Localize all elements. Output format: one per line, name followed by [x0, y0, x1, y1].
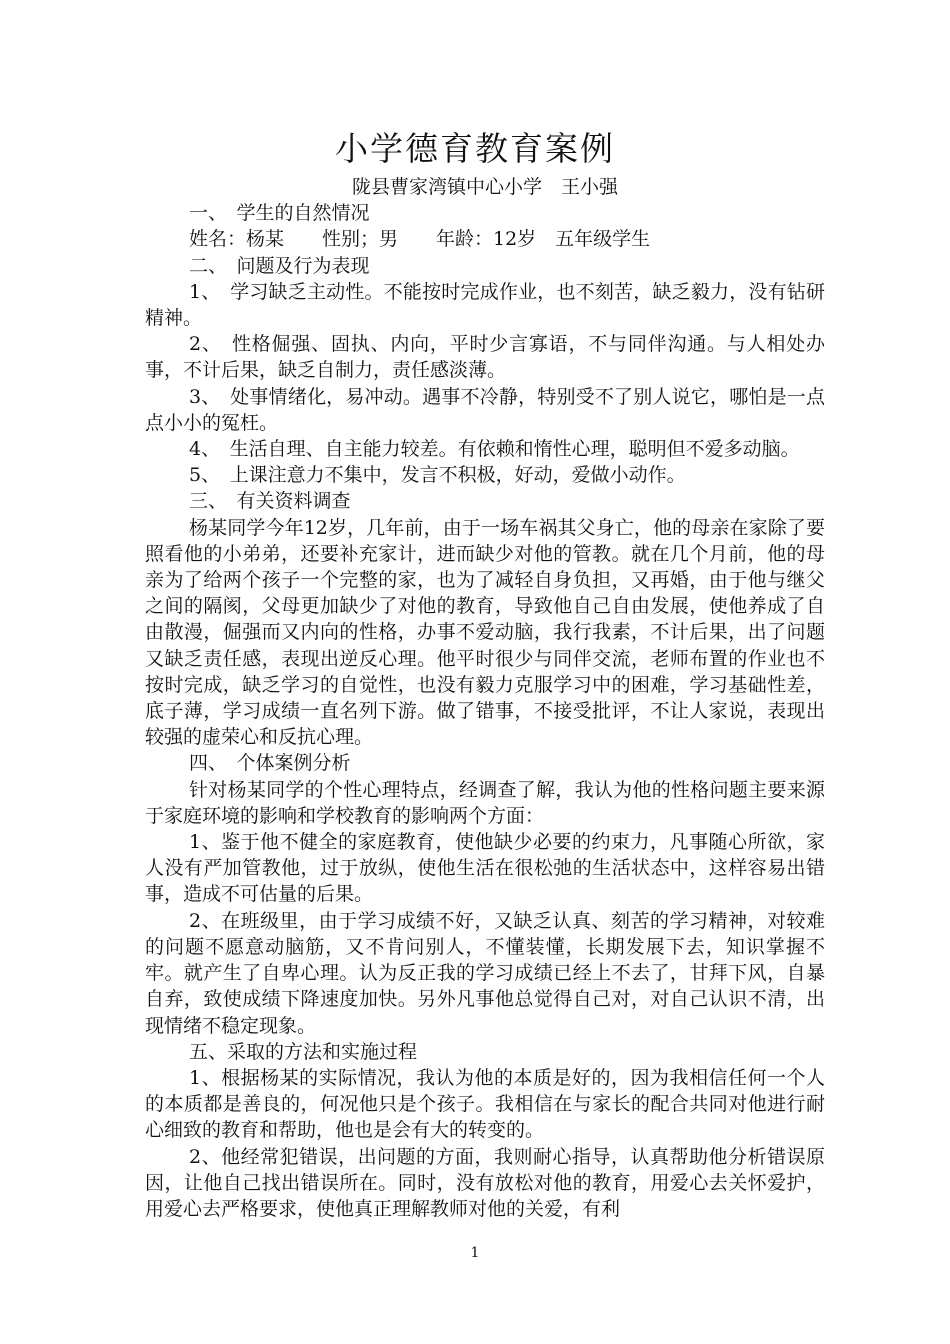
section-heading: 三、 有关资料调查 — [189, 490, 351, 513]
list-item: 5、 上课注意力不集中，发言不积极，好动，爱做小动作。 — [189, 464, 686, 487]
author-line: 陇县曹家湾镇中心小学 王小强 — [351, 176, 618, 198]
body-paragraph: 2、在班级里，由于学习成绩不好，又缺乏认真、刻苦的学习精神，对较难的问题不愿意动脑筋，又不肯问别人，不懂装懂，长期发展下去，知识掌握不牢。就产生了自卑心理。认为反正我的学习成绩已经上不去了，甘拜下风，自暴自弃，致使成绩下降速度加快。另外凡事他总觉得自己对，对自己认识不清，出现情绪不稳定现象。 — [145, 909, 825, 1037]
document-title: 小学德育教育案例 — [335, 129, 615, 168]
section-heading: 一、 学生的自然情况 — [189, 202, 370, 225]
list-item: 4、 生活自理、自主能力较差。有依赖和惰性心理，聪明但不爱多动脑。 — [189, 438, 800, 461]
student-info: 姓名：杨某 性别；男 年龄：12岁 五年级学生 — [189, 228, 651, 251]
body-paragraph: 杨某同学今年12岁，几年前，由于一场车祸其父身亡，他的母亲在家除了要照看他的小弟弟，还要补充家计，进而缺少对他的管教。就在几个月前，他的母亲为了给两个孩子一个完整的家，也为了减轻自身负担，又再婚，由于他与继父之间的隔阂，父母更加缺少了对他的教育，导致他自己自由发展，使他养成了自由散漫，倔强而又内向的性格，办事不爱动脑，我行我素，不计后果，出了问题又缺乏责任感，表现出逆反心理。他平时很少与同伴交流，老师布置的作业也不按时完成，缺乏学习的自觉性，也没有毅力克服学习中的困难，学习基础性差，底子薄，学习成绩一直名列下游。做了错事，不接受批评，不让人家说，表现出较强的虚荣心和反抗心理。 — [145, 516, 825, 749]
section-heading: 四、 个体案例分析 — [189, 752, 351, 775]
body-paragraph: 针对杨某同学的个性心理特点，经调查了解，我认为他的性格问题主要来源于家庭环境的影响和学校教育的影响两个方面： — [145, 778, 825, 827]
body-paragraph: 2、他经常犯错误，出问题的方面，我则耐心指导，认真帮助他分析错误原因，让他自己找出错误所在。同时，没有放松对他的教育，用爱心去关怀爱护，用爱心去严格要求，使他真正理解教师对他的关爱，有利 — [145, 1145, 825, 1220]
list-item: 2、 性格倔强、固执、内向，平时少言寡语，不与同伴沟通。与人相处办事，不计后果，缺乏自制力，责任感淡薄。 — [145, 333, 825, 382]
section-heading: 五、采取的方法和实施过程 — [189, 1040, 418, 1063]
body-paragraph: 1、根据杨某的实际情况，我认为他的本质是好的，因为我相信任何一个人的本质都是善良的，何况他只是个孩子。我相信在与家长的配合共同对他进行耐心细致的教育和帮助，他也是会有大的转变的。 — [145, 1066, 825, 1142]
list-item: 1、 学习缺乏主动性。不能按时完成作业，也不刻苦，缺乏毅力，没有钻研精神。 — [145, 280, 825, 330]
page-number: 1 — [470, 1245, 480, 1261]
list-item: 3、 处事情绪化，易冲动。遇事不冷静，特别受不了别人说它，哪怕是一点点小小的冤枉。 — [145, 385, 825, 434]
section-heading: 二、 问题及行为表现 — [189, 254, 370, 277]
document-body — [145, 174, 825, 1222]
body-paragraph: 1、鉴于他不健全的家庭教育，使他缺少必要的约束力，凡事随心所欲，家人没有严加管教他，过于放纵，使他生活在很松弛的生活状态中，这样容易出错事，造成不可估量的后果。 — [145, 831, 825, 906]
